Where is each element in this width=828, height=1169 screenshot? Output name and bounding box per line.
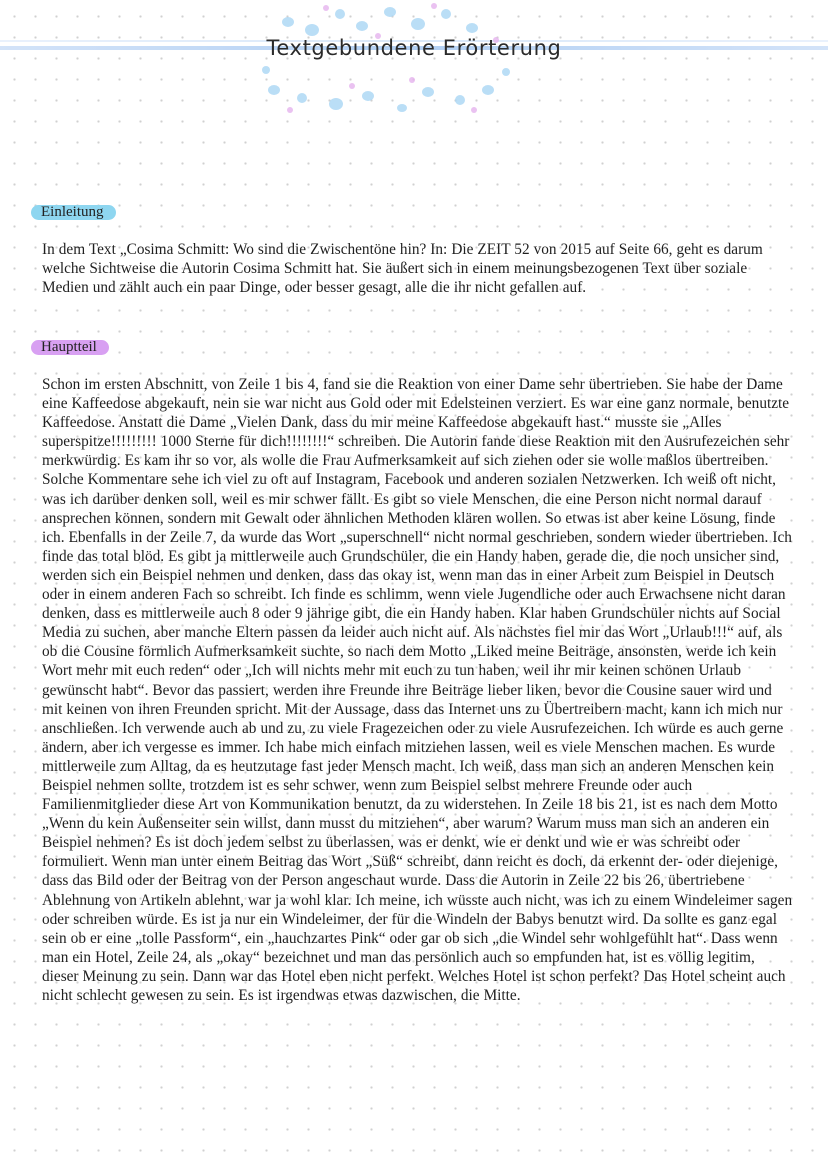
section-heading-hauptteil: Hauptteil	[31, 340, 109, 355]
page-title: Textgebundene Erörterung	[266, 36, 562, 60]
section-text-hauptteil: Schon im ersten Abschnitt, von Zeile 1 bis 4, fand sie die Reaktion von einer Dame sehr übertrieben. Sie habe der Dame eine Kaffeedose abgekauft, nein sie war nicht aus Gold oder mit Edelsteinen verziert. Es war eine ganz normale, benutzte Kaffeedose. Anstatt die Dame „Vielen Dank, dass du mir meine Kaffeedose abgekauft hast.“ musste sie „Alles superspitze!!!!!!!!! 1000 Sterne für dich!!!!!!!!“ schreiben. Die Autorin fande diese Reaktion mit den Ausrufezeichen sehr merkwürdig. Es kam ihr so vor, als wolle die Frau Aufmerksamkeit auf sich ziehen oder sie wolle maßlos übertreiben. Solche Kommentare sehe ich viel zu oft auf Instagram, Facebook und anderen sozialen Netzwerken. Ich weiß oft nicht, was ich darüber denken soll, weil es mir schwer fällt. Es gibt so viele Menschen, die eine Person nicht normal darauf ansprechen können, sondern mit Gewalt oder ähnlichen Methoden klären wollen. So etwas ist aber keine Lösung, finde ich. Ebenfalls in der Zeile 7, da wurde das Wort „superschnell“ nicht normal geschrieben, sondern wieder übertrieben. Ich finde das total blöd. Es gibt ja mittlerweile auch Grundschüler, die ein Handy haben, gerade die, die noch unsicher sind, werden sich ein Beispiel nehmen und denken, dass das okay ist, wenn man das in einer Arbeit zum Beispiel in Deutsch oder in einem anderen Fach so schreibt. Ich finde es schlimm, wenn viele Jugendliche oder auch Erwachsene nicht daran denken, dass es mittlerweile auch 8 oder 9 jährige gibt, die ein Handy haben. Klar haben Grundschüler nichts auf Social Media zu suchen, aber manche Eltern passen da leider auch nicht auf. Als nächstes fiel mir das Wort „Urlaub!!!“ auf, als ob die Cousine förmlich Aufmerksamkeit suchte, so nach dem Motto „Liked meine Beiträge, ansonsten, werde ich kein Wort mehr mit euch reden“ oder „Ich will nichts mehr mit euch zu tun haben, weil ihr mir keinen schönen Urlaub gewünscht habt“. Bevor das passiert, werden ihre Freunde ihre Beiträge lieber liken, bevor die Cousine sauer wird und mit keinen von ihren Freunden spricht. Mit der Aussage, dass das Internet uns zu Übertreibern macht, kann ich mich nur anschließen. Ich verwende auch ab und zu, zu viele Fragezeichen oder zu viele Ausrufezeichen. Ich würde es auch gerne ändern, aber ich vergesse es immer. Ich habe mich einfach mitziehen lassen, weil es viele Menschen machen. Es wurde mittlerweile zum Alltag, da es heutzutage fast jeder Mensch macht. Ich weiß, dass man sich an anderen Menschen kein Beispiel nehmen sollte, trotzdem ist es sehr schwer, wenn zum Beispiel selbst mehrere Freunde oder auch Familienmitglieder diese Art von Kommunikation benutzt, da zu widerstehen. In Zeile 18 bis 21, ist es nach dem Motto „Wenn du kein Außenseiter sein willst, dann musst du mitziehen“, aber warum? Warum muss man sich an anderen ein Beispiel nehmen? Es ist doch jedem selbst zu überlassen, was er denkt, wie er denkt und wie er was schreibt oder formuliert. Wenn man unter einem Beitrag das Wort „Süß“ schreibt, dann reicht es doch, da erkennt der- oder diejenige, dass das Bild oder der Beitrag von der Person angeschaut wurde. Dass die Autorin in Zeile 22 bis 26, übertriebene Ablehnung von Artikeln ablehnt, war ja wohl klar. Ich meine, ich wüsste auch nicht, was ich zu einem Windeleimer sagen oder schreiben würde. Es ist ja nur ein Windeleimer, der für die Windeln der Babys benutzt wird. Da sollte es ganz egal sein ob er eine „tolle Passform“, ein „hauchzartes Pink“ oder gar ob sich „die Windel sehr wohlgefühlt hat“. Dass wenn man ein Hotel, Zeile 24, als „okay“ bezeichnet und man das persönlich auch so empfunden hat, ist es völlig legitim, dieser Meinung zu sein. Dann war das Hotel eben nicht perfekt. Welches Hotel ist schon perfekt? Das Hotel scheint auch nicht schlecht gewesen zu sein. Es ist irgendwas etwas dazwischen, die Mitte.	[42, 376, 793, 1004]
section-text-einleitung: In dem Text „Cosima Schmitt: Wo sind die Zwischentöne hin? In: Die ZEIT 52 von 2015 auf Seite 66, geht es darum welche Sichtweise die Autorin Cosima Schmitt hat. Sie äußert sich in einem meinungsbezogenen Text über soziale Medien und zählt auch ein paar Dinge, oder besser gesagt, alle die ihr nicht gefallen auf.	[42, 241, 763, 297]
confetti-decoration	[250, 0, 540, 120]
section-heading-einleitung: Einleitung	[31, 205, 116, 220]
